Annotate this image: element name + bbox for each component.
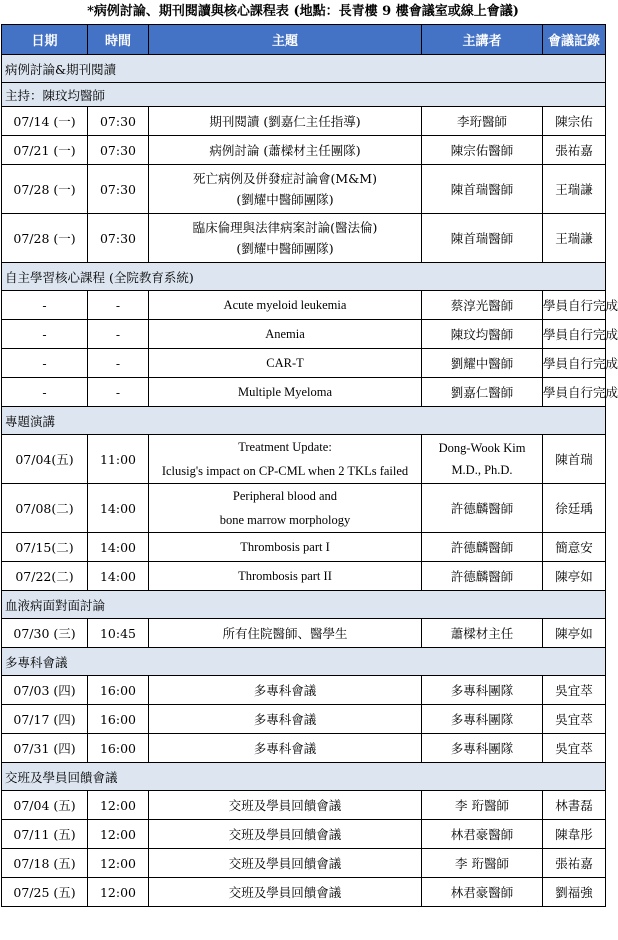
time-cell: 16:00	[88, 734, 149, 763]
topic-line: (劉耀中醫師團隊)	[236, 241, 334, 256]
time-cell: 07:30	[88, 107, 149, 136]
date-cell: -	[2, 320, 88, 349]
header-notes: 會議記錄	[543, 25, 606, 55]
section-header	[2, 407, 606, 435]
note-cell: 學員自行完成	[543, 291, 606, 320]
topic-line: bone marrow morphology	[219, 513, 351, 527]
topic-cell	[149, 484, 422, 533]
schedule-table	[1, 24, 618, 907]
speaker-cell: 多專科團隊	[422, 705, 543, 734]
header-row	[2, 25, 606, 55]
note-cell: 陳韋彤	[543, 820, 606, 849]
table-row	[2, 214, 606, 263]
time-cell: 07:30	[88, 136, 149, 165]
speaker-cell: 多專科團隊	[422, 734, 543, 763]
topic-cell: 所有住院醫師、醫學生	[149, 619, 422, 648]
section-title: 交班及學員回饋會議	[2, 763, 606, 791]
section-subheader	[2, 83, 606, 107]
note-cell: 徐廷瑀	[543, 484, 606, 533]
section-title: 病例討論&期刊閱讀	[2, 55, 606, 83]
date-cell: 07/30 (三)	[2, 619, 88, 648]
note-cell: 林書磊	[543, 791, 606, 820]
date-cell: 07/28 (一)	[2, 214, 88, 263]
time-cell: -	[88, 378, 149, 407]
speaker-cell: 許德麟醫師	[422, 533, 543, 562]
time-cell: 14:00	[88, 562, 149, 591]
note-cell: 學員自行完成	[543, 320, 606, 349]
speaker-cell: 許德麟醫師	[422, 484, 543, 533]
topic-cell	[149, 214, 422, 263]
date-cell: 07/17 (四)	[2, 705, 88, 734]
topic-cell: 多專科會議	[149, 676, 422, 705]
note-cell: 張祐嘉	[543, 849, 606, 878]
date-cell: 07/22(二)	[2, 562, 88, 591]
section-header	[2, 263, 606, 291]
topic-cell: 多專科會議	[149, 705, 422, 734]
topic-cell	[149, 435, 422, 484]
table-row	[2, 435, 606, 484]
note-cell: 吳宜萃	[543, 734, 606, 763]
speaker-cell	[422, 435, 543, 484]
topic-line: (劉耀中醫師團隊)	[236, 192, 334, 207]
time-cell: 16:00	[88, 676, 149, 705]
topic-cell: Thrombosis part II	[149, 562, 422, 591]
speaker-cell: 劉耀中醫師	[422, 349, 543, 378]
table-row	[2, 533, 606, 562]
speaker-cell: 李珩醫師	[422, 107, 543, 136]
speaker-line: Dong-Wook Kim	[438, 441, 526, 455]
header-speaker: 主講者	[422, 25, 543, 55]
table-row	[2, 291, 606, 320]
note-cell: 吳宜萃	[543, 676, 606, 705]
topic-cell: Acute myeloid leukemia	[149, 291, 422, 320]
time-cell: 10:45	[88, 619, 149, 648]
time-cell: 07:30	[88, 214, 149, 263]
note-cell: 陳亭如	[543, 562, 606, 591]
section-title: 專題演講	[2, 407, 606, 435]
topic-cell: Anemia	[149, 320, 422, 349]
date-cell: -	[2, 349, 88, 378]
time-cell: 07:30	[88, 165, 149, 214]
table-row	[2, 820, 606, 849]
note-cell: 陳首瑞	[543, 435, 606, 484]
date-cell: 07/03 (四)	[2, 676, 88, 705]
topic-cell: 交班及學員回饋會議	[149, 849, 422, 878]
topic-cell: 期刊閱讀 (劉嘉仁主任指導)	[149, 107, 422, 136]
topic-line: Peripheral blood and	[232, 489, 338, 503]
topic-cell: Thrombosis part I	[149, 533, 422, 562]
topic-cell: 交班及學員回饋會議	[149, 878, 422, 907]
speaker-line: M.D., Ph.D.	[451, 463, 513, 477]
time-cell: 11:00	[88, 435, 149, 484]
table-row	[2, 349, 606, 378]
section-title: 自主學習核心課程 (全院教育系統)	[2, 263, 606, 291]
time-cell: 12:00	[88, 878, 149, 907]
table-row	[2, 849, 606, 878]
topic-cell: CAR-T	[149, 349, 422, 378]
note-cell: 簡意安	[543, 533, 606, 562]
page-title: *病例討論、期刊閱讀與核心課程表 (地點：長青樓 9 樓會議室或線上會議)	[87, 4, 519, 19]
speaker-cell: 劉嘉仁醫師	[422, 378, 543, 407]
note-cell: 王瑞謙	[543, 165, 606, 214]
date-cell: 07/31 (四)	[2, 734, 88, 763]
speaker-cell: 陳宗佑醫師	[422, 136, 543, 165]
table-row	[2, 136, 606, 165]
topic-cell: 交班及學員回饋會議	[149, 791, 422, 820]
table-row	[2, 676, 606, 705]
time-cell: 12:00	[88, 820, 149, 849]
speaker-cell: 陳首瑞醫師	[422, 165, 543, 214]
speaker-cell: 陳首瑞醫師	[422, 214, 543, 263]
date-cell: 07/21 (一)	[2, 136, 88, 165]
date-cell: 07/04(五)	[2, 435, 88, 484]
table-row	[2, 107, 606, 136]
date-cell: -	[2, 291, 88, 320]
table-row	[2, 378, 606, 407]
section-header	[2, 591, 606, 619]
topic-cell: 病例討論 (蕭樑材主任團隊)	[149, 136, 422, 165]
time-cell: -	[88, 349, 149, 378]
topic-line: Treatment Update:	[238, 440, 332, 454]
date-cell: 07/14 (一)	[2, 107, 88, 136]
topic-cell	[149, 165, 422, 214]
table-row	[2, 484, 606, 533]
note-cell: 學員自行完成	[543, 378, 606, 407]
speaker-cell: 陳玟均醫師	[422, 320, 543, 349]
topic-line: Iclusig's impact on CP-CML when 2 TKLs failed	[161, 464, 409, 478]
header-time: 時間	[88, 25, 149, 55]
date-cell: 07/04 (五)	[2, 791, 88, 820]
topic-line: 死亡病例及併發症討論會(M&M)	[193, 171, 377, 186]
section-title: 多專科會議	[2, 648, 606, 676]
table-row	[2, 619, 606, 648]
topic-cell: 多專科會議	[149, 734, 422, 763]
speaker-cell: 林君豪醫師	[422, 878, 543, 907]
speaker-cell: 多專科團隊	[422, 676, 543, 705]
section-title: 血液病面對面討論	[2, 591, 606, 619]
note-cell: 劉福強	[543, 878, 606, 907]
time-cell: 14:00	[88, 484, 149, 533]
note-cell: 王瑞謙	[543, 214, 606, 263]
section-header	[2, 763, 606, 791]
table-row	[2, 791, 606, 820]
date-cell: 07/28 (一)	[2, 165, 88, 214]
table-row	[2, 734, 606, 763]
note-cell: 陳宗佑	[543, 107, 606, 136]
speaker-cell: 林君豪醫師	[422, 820, 543, 849]
note-cell: 張祐嘉	[543, 136, 606, 165]
note-cell: 吳宜萃	[543, 705, 606, 734]
section-header	[2, 55, 606, 83]
table-row	[2, 878, 606, 907]
section-header	[2, 648, 606, 676]
time-cell: -	[88, 320, 149, 349]
speaker-cell: 蔡淳光醫師	[422, 291, 543, 320]
date-cell: 07/25 (五)	[2, 878, 88, 907]
speaker-cell: 李 珩醫師	[422, 849, 543, 878]
speaker-cell: 蕭樑材主任	[422, 619, 543, 648]
header-topic: 主題	[149, 25, 422, 55]
topic-line: 臨床倫理與法律病案討論(醫法倫)	[192, 220, 378, 235]
date-cell: -	[2, 378, 88, 407]
note-cell: 學員自行完成	[543, 349, 606, 378]
time-cell: 16:00	[88, 705, 149, 734]
table-row	[2, 562, 606, 591]
time-cell: 12:00	[88, 791, 149, 820]
header-date: 日期	[2, 25, 88, 55]
note-cell: 陳亭如	[543, 619, 606, 648]
date-cell: 07/11 (五)	[2, 820, 88, 849]
date-cell: 07/08(二)	[2, 484, 88, 533]
table-row	[2, 705, 606, 734]
time-cell: 14:00	[88, 533, 149, 562]
topic-cell: Multiple Myeloma	[149, 378, 422, 407]
speaker-cell: 許德麟醫師	[422, 562, 543, 591]
table-row	[2, 165, 606, 214]
topic-cell: 交班及學員回饋會議	[149, 820, 422, 849]
date-cell: 07/15(二)	[2, 533, 88, 562]
date-cell: 07/18 (五)	[2, 849, 88, 878]
time-cell: -	[88, 291, 149, 320]
speaker-cell: 李 珩醫師	[422, 791, 543, 820]
table-row	[2, 320, 606, 349]
time-cell: 12:00	[88, 849, 149, 878]
section-host: 主持：陳玟均醫師	[2, 83, 606, 107]
